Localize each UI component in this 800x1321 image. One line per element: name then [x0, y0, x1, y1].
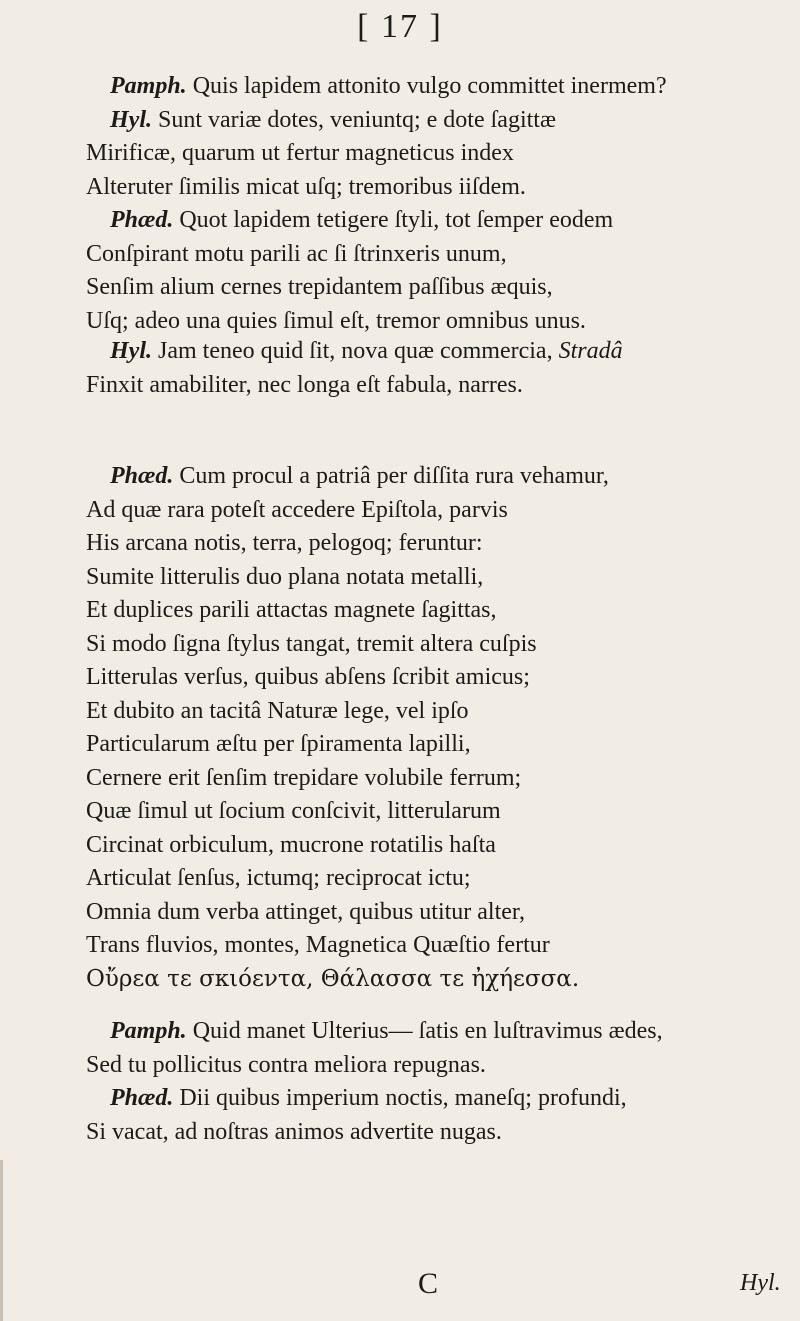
verse-line — [86, 527, 786, 561]
verse-line — [86, 695, 786, 729]
verse-line — [86, 896, 786, 930]
verse-line — [86, 137, 786, 171]
line-text: Jam teneo quid ſit, nova quæ commercia, — [152, 338, 559, 364]
verse-line — [86, 494, 786, 528]
speaker-name: Pamph. — [110, 73, 187, 99]
line-text: Dii quibus imperium noctis, maneſq; profundi, — [173, 1085, 627, 1111]
verse-line — [86, 929, 786, 963]
verse-line — [86, 271, 786, 305]
catchword: Hyl. — [740, 1270, 781, 1296]
verse-line — [86, 1015, 786, 1049]
speaker-name: Pamph. — [110, 1018, 187, 1044]
line-text: Οὔρεα τε σκιόεντα, Θάλασσα τε ἠχήεσσα. — [86, 965, 580, 992]
verse-line — [86, 238, 786, 272]
verse-line — [86, 594, 786, 628]
verse-line — [86, 335, 786, 369]
line-text: Cernere erit ſenſim trepidare volubile ferrum; — [86, 764, 522, 791]
speaker-name: Phæd. — [110, 463, 174, 489]
verse-line — [86, 369, 786, 403]
line-text: Uſq; adeo una quies ſimul eſt, tremor omnibus unus. — [86, 307, 586, 334]
line-text: Cum procul a patriâ per diſſita rura vehamur, — [173, 463, 609, 489]
line-text: Finxit amabiliter, nec longa eſt fabula, narres. — [86, 371, 523, 398]
verse-line — [86, 795, 786, 829]
verse-line — [86, 104, 786, 138]
line-text: Si modo ſigna ſtylus tangat, tremit altera cuſpis — [86, 630, 537, 657]
verse-line — [86, 829, 786, 863]
stanza — [86, 460, 786, 996]
stanza — [86, 70, 786, 338]
line-text: Sunt variæ dotes, veniuntq; e dote ſagittæ — [152, 106, 556, 133]
line-text: Litterulas verſus, quibus abſens ſcribit amicus; — [86, 664, 530, 690]
verse-line — [86, 862, 786, 896]
verse-line — [86, 963, 786, 997]
line-text: Quæ ſimul ut ſocium conſcivit, litterularum — [86, 798, 501, 824]
line-text: Quid manet Ulterius— ſatis en luſtravimus ædes, — [186, 1018, 663, 1044]
line-text: Alteruter ſimilis micat uſq; tremoribus iiſdem. — [86, 173, 526, 200]
line-text: Trans fluvios, montes, Magnetica Quæſtio fertur — [86, 932, 550, 958]
verse-line — [86, 70, 786, 104]
speaker-name: Hyl. — [110, 338, 152, 364]
line-text: Sumite litterulis duo plana notata metalli, — [86, 563, 484, 590]
line-text: His arcana notis, terra, pelogoq; feruntur: — [86, 530, 483, 556]
verse-line — [86, 561, 786, 595]
verse-line — [86, 628, 786, 662]
signature-mark: C — [418, 1267, 439, 1300]
line-text: Senſim alium cernes trepidantem paſſibus æquis, — [86, 274, 553, 300]
speaker-name: Phæd. — [110, 207, 174, 233]
verse-line — [86, 762, 786, 796]
verse-line — [86, 171, 786, 205]
line-text: Conſpirant motu parili ac ſi ſtrinxeris unum, — [86, 240, 507, 267]
verse-line — [86, 204, 786, 238]
stanza — [86, 335, 786, 402]
line-text: Et duplices parili attactas magnete ſagittas, — [86, 597, 497, 623]
page-number: [ 17 ] — [357, 8, 443, 45]
line-text: Quis lapidem attonito vulgo committet inermem? — [186, 73, 667, 99]
verse-line — [86, 1082, 786, 1116]
verse-line — [86, 305, 786, 339]
line-text: Ad quæ rara poteſt accedere Epiſtola, parvis — [86, 496, 508, 523]
speaker-name: Phæd. — [110, 1085, 174, 1111]
line-text: Et dubito an tacitâ Naturæ lege, vel ipſo — [86, 697, 469, 724]
stanza — [86, 1015, 786, 1149]
line-text: Particularum æſtu per ſpiramenta lapilli, — [86, 731, 471, 757]
verse-line — [86, 661, 786, 695]
page-edge — [0, 1160, 3, 1321]
verse-line — [86, 728, 786, 762]
speaker-name: Hyl. — [110, 106, 152, 133]
line-text: Articulat ſenſus, ictumq; reciprocat ictu; — [86, 865, 471, 891]
line-text: Sed tu pollicitus contra meliora repugnas. — [86, 1051, 486, 1078]
verse-line — [86, 1116, 786, 1150]
author-name: Stradâ — [558, 338, 623, 364]
line-text: Circinat orbiculum, mucrone rotatilis haſta — [86, 831, 496, 858]
verse-line — [86, 1049, 786, 1083]
verse-line — [86, 460, 786, 494]
line-text: Omnia dum verba attinget, quibus utitur alter, — [86, 898, 525, 925]
line-text: Quot lapidem tetigere ſtyli, tot ſemper eodem — [173, 207, 614, 233]
line-text: Mirificæ, quarum ut fertur magneticus index — [86, 140, 514, 166]
line-text: Si vacat, ad noſtras animos advertite nugas. — [86, 1118, 502, 1145]
